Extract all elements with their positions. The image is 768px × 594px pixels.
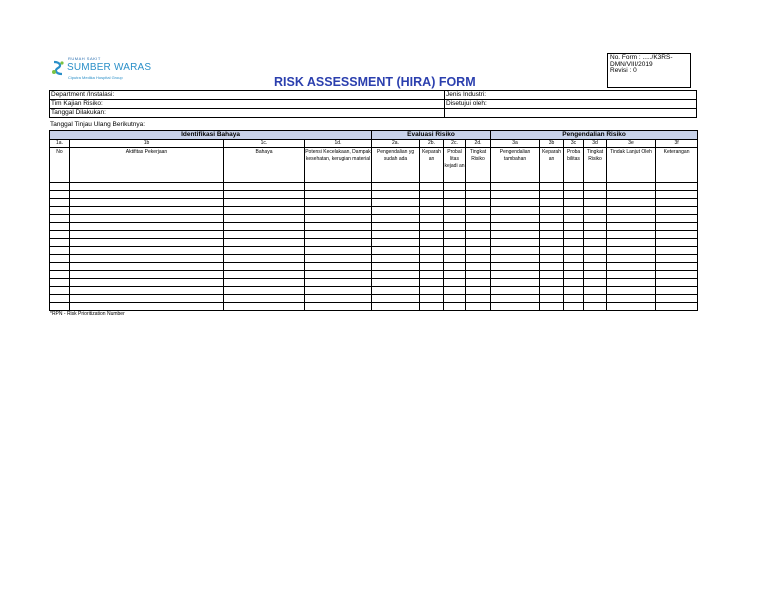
table-cell[interactable] <box>584 263 607 271</box>
table-cell[interactable] <box>420 207 444 215</box>
table-row <box>50 295 698 303</box>
table-cell[interactable] <box>584 295 607 303</box>
table-cell[interactable] <box>607 231 656 239</box>
table-cell[interactable] <box>540 223 564 231</box>
table-row <box>50 199 698 207</box>
table-cell[interactable] <box>466 279 491 287</box>
table-cell[interactable] <box>372 239 420 247</box>
table-cell[interactable] <box>444 239 466 247</box>
table-cell[interactable] <box>540 199 564 207</box>
table-cell[interactable] <box>584 215 607 223</box>
table-cell[interactable] <box>466 231 491 239</box>
table-cell[interactable] <box>564 279 584 287</box>
table-cell[interactable] <box>420 279 444 287</box>
table-cell[interactable] <box>491 207 540 215</box>
table-cell[interactable] <box>305 295 372 303</box>
column-code: 2d. <box>466 140 491 148</box>
hira-table <box>49 130 698 311</box>
column-header-no: No <box>50 148 70 183</box>
table-cell[interactable] <box>607 271 656 279</box>
table-cell[interactable] <box>444 199 466 207</box>
table-cell[interactable] <box>372 287 420 295</box>
table-cell[interactable] <box>372 191 420 199</box>
section-pengendalian-risiko: Pengendalian Risiko <box>491 131 698 140</box>
table-cell[interactable] <box>70 239 224 247</box>
table-cell[interactable] <box>224 295 305 303</box>
table-cell[interactable] <box>420 239 444 247</box>
table-cell[interactable] <box>656 279 698 287</box>
table-cell[interactable] <box>491 247 540 255</box>
table-cell[interactable] <box>50 207 70 215</box>
department-field[interactable]: Department /Instalasi: <box>50 91 445 100</box>
table-cell[interactable] <box>584 223 607 231</box>
logo-name: SUMBER WARAS <box>67 62 152 73</box>
table-cell[interactable] <box>607 303 656 311</box>
column-code: 1d. <box>305 140 372 148</box>
column-code: 3d <box>584 140 607 148</box>
table-cell[interactable] <box>50 279 70 287</box>
table-cell[interactable] <box>607 199 656 207</box>
table-cell[interactable] <box>656 239 698 247</box>
logo-small-text: RUMAH SAKIT <box>68 56 101 61</box>
table-cell[interactable] <box>224 287 305 295</box>
table-cell[interactable] <box>584 239 607 247</box>
table-cell[interactable] <box>607 263 656 271</box>
table-cell[interactable] <box>444 263 466 271</box>
table-cell[interactable] <box>491 303 540 311</box>
table-cell[interactable] <box>466 207 491 215</box>
table-cell[interactable] <box>607 295 656 303</box>
table-cell[interactable] <box>491 183 540 191</box>
table-cell[interactable] <box>420 231 444 239</box>
table-cell[interactable] <box>584 287 607 295</box>
column-header-bahaya: Bahaya <box>224 148 305 183</box>
table-cell[interactable] <box>564 215 584 223</box>
column-code: 3c <box>564 140 584 148</box>
jenis-industri-field[interactable]: Jenis Industri: <box>445 91 697 100</box>
table-cell[interactable] <box>444 207 466 215</box>
table-cell[interactable] <box>466 183 491 191</box>
column-code: 2c. <box>444 140 466 148</box>
table-cell[interactable] <box>656 255 698 263</box>
table-cell[interactable] <box>372 279 420 287</box>
table-cell[interactable] <box>540 279 564 287</box>
table-cell[interactable] <box>224 247 305 255</box>
table-cell[interactable] <box>466 199 491 207</box>
table-cell[interactable] <box>224 263 305 271</box>
table-cell[interactable] <box>70 303 224 311</box>
table-cell[interactable] <box>305 239 372 247</box>
table-cell[interactable] <box>305 287 372 295</box>
hospital-logo <box>50 54 152 84</box>
table-row <box>50 207 698 215</box>
table-cell[interactable] <box>656 223 698 231</box>
table-cell[interactable] <box>540 295 564 303</box>
table-cell[interactable] <box>224 191 305 199</box>
table-cell[interactable] <box>70 287 224 295</box>
table-cell[interactable] <box>607 279 656 287</box>
table-cell[interactable] <box>50 231 70 239</box>
table-cell[interactable] <box>466 303 491 311</box>
column-header-probalitas: Probal litas kejadi an <box>444 148 466 183</box>
table-cell[interactable] <box>607 207 656 215</box>
table-cell[interactable] <box>540 247 564 255</box>
table-cell[interactable] <box>466 239 491 247</box>
table-cell[interactable] <box>372 255 420 263</box>
table-cell[interactable] <box>305 231 372 239</box>
table-cell[interactable] <box>70 215 224 223</box>
table-cell[interactable] <box>656 263 698 271</box>
table-cell[interactable] <box>420 215 444 223</box>
table-cell[interactable] <box>466 191 491 199</box>
tim-kajian-field[interactable]: Tim Kajian Risiko: <box>50 100 445 109</box>
table-cell[interactable] <box>607 191 656 199</box>
table-cell[interactable] <box>564 207 584 215</box>
table-cell[interactable] <box>564 231 584 239</box>
table-cell[interactable] <box>305 223 372 231</box>
table-cell[interactable] <box>70 255 224 263</box>
table-cell[interactable] <box>584 303 607 311</box>
table-cell[interactable] <box>70 199 224 207</box>
table-cell[interactable] <box>420 223 444 231</box>
table-cell[interactable] <box>305 199 372 207</box>
table-cell[interactable] <box>656 191 698 199</box>
table-cell[interactable] <box>444 303 466 311</box>
table-cell[interactable] <box>372 223 420 231</box>
section-identifikasi-bahaya: Identifikasi Bahaya <box>50 131 372 140</box>
table-cell[interactable] <box>70 223 224 231</box>
column-header-tingkat-risiko-2: Tingkat Risiko <box>584 148 607 183</box>
table-cell[interactable] <box>70 231 224 239</box>
table-cell[interactable] <box>656 271 698 279</box>
table-cell[interactable] <box>444 223 466 231</box>
table-row <box>50 247 698 255</box>
column-code: 1b <box>70 140 224 148</box>
column-code: 1c. <box>224 140 305 148</box>
table-cell[interactable] <box>224 279 305 287</box>
table-cell[interactable] <box>491 239 540 247</box>
table-cell[interactable] <box>224 231 305 239</box>
column-code: 2b. <box>420 140 444 148</box>
table-cell[interactable] <box>564 223 584 231</box>
table-cell[interactable] <box>305 271 372 279</box>
table-cell[interactable] <box>584 271 607 279</box>
table-cell[interactable] <box>466 255 491 263</box>
table-cell[interactable] <box>444 271 466 279</box>
table-cell[interactable] <box>444 215 466 223</box>
table-cell[interactable] <box>420 191 444 199</box>
table-cell[interactable] <box>491 255 540 263</box>
column-code: 3a <box>491 140 540 148</box>
table-cell[interactable] <box>540 263 564 271</box>
form-revision: Revisi : 0 <box>610 67 637 74</box>
table-cell[interactable] <box>372 183 420 191</box>
table-cell[interactable] <box>305 263 372 271</box>
table-cell[interactable] <box>656 247 698 255</box>
table-cell[interactable] <box>656 215 698 223</box>
table-cell[interactable] <box>224 271 305 279</box>
table-cell[interactable] <box>584 191 607 199</box>
table-cell[interactable] <box>656 303 698 311</box>
form-number-line2: DMN/VIII/2019 <box>610 60 653 68</box>
form-number-line1: No. Form : ...../K3RS- <box>610 54 673 61</box>
table-cell[interactable] <box>491 295 540 303</box>
table-cell[interactable] <box>540 287 564 295</box>
table-cell[interactable] <box>444 191 466 199</box>
table-cell[interactable] <box>50 247 70 255</box>
table-cell[interactable] <box>564 287 584 295</box>
table-row <box>50 271 698 279</box>
table-cell[interactable] <box>584 199 607 207</box>
table-cell[interactable] <box>70 295 224 303</box>
table-cell[interactable] <box>50 199 70 207</box>
table-row <box>50 215 698 223</box>
table-cell[interactable] <box>656 183 698 191</box>
table-cell[interactable] <box>466 287 491 295</box>
table-cell[interactable] <box>466 295 491 303</box>
table-cell[interactable] <box>50 263 70 271</box>
table-cell[interactable] <box>305 191 372 199</box>
table-cell[interactable] <box>70 191 224 199</box>
table-cell[interactable] <box>372 295 420 303</box>
table-cell[interactable] <box>491 287 540 295</box>
footnote: *RPN - Risk Prioritization Number <box>50 311 125 317</box>
table-cell[interactable] <box>540 271 564 279</box>
table-cell[interactable] <box>491 215 540 223</box>
table-cell[interactable] <box>224 303 305 311</box>
table-cell[interactable] <box>50 295 70 303</box>
table-cell[interactable] <box>607 223 656 231</box>
table-cell[interactable] <box>50 287 70 295</box>
table-cell[interactable] <box>372 199 420 207</box>
table-cell[interactable] <box>444 287 466 295</box>
table-cell[interactable] <box>420 199 444 207</box>
page-title: RISK ASSESSMENT (HIRA) FORM <box>274 75 476 89</box>
column-code: 3b <box>540 140 564 148</box>
table-cell[interactable] <box>305 303 372 311</box>
header-fields-table <box>49 90 697 118</box>
table-cell[interactable] <box>540 207 564 215</box>
table-cell[interactable] <box>372 271 420 279</box>
table-cell[interactable] <box>50 239 70 247</box>
table-cell[interactable] <box>564 271 584 279</box>
column-code: 1a. <box>50 140 70 148</box>
table-cell[interactable] <box>564 255 584 263</box>
table-cell[interactable] <box>444 295 466 303</box>
table-row <box>50 263 698 271</box>
table-cell[interactable] <box>491 199 540 207</box>
table-cell[interactable] <box>224 239 305 247</box>
table-cell[interactable] <box>372 215 420 223</box>
column-code: 3e <box>607 140 656 148</box>
table-row <box>50 287 698 295</box>
table-cell[interactable] <box>420 303 444 311</box>
table-cell[interactable] <box>466 223 491 231</box>
table-cell[interactable] <box>540 231 564 239</box>
table-cell[interactable] <box>372 207 420 215</box>
table-row <box>50 303 698 311</box>
table-cell[interactable] <box>224 215 305 223</box>
table-cell[interactable] <box>564 247 584 255</box>
table-cell[interactable] <box>372 247 420 255</box>
column-header-potensi: Potensi Kecelakaan, Dampak kesehatan, kerugian material <box>305 148 372 183</box>
table-cell[interactable] <box>491 191 540 199</box>
column-header-tingkat-risiko: Tingkat Risiko <box>466 148 491 183</box>
table-cell[interactable] <box>607 239 656 247</box>
table-cell[interactable] <box>444 255 466 263</box>
table-cell[interactable] <box>444 247 466 255</box>
table-row <box>50 223 698 231</box>
column-header-keterangan: Keterangan <box>656 148 698 183</box>
table-cell[interactable] <box>584 255 607 263</box>
table-cell[interactable] <box>607 287 656 295</box>
table-cell[interactable] <box>50 223 70 231</box>
table-cell[interactable] <box>564 295 584 303</box>
column-code-row <box>50 140 698 148</box>
table-cell[interactable] <box>564 183 584 191</box>
table-cell[interactable] <box>305 247 372 255</box>
table-cell[interactable] <box>420 247 444 255</box>
table-cell[interactable] <box>491 271 540 279</box>
table-cell[interactable] <box>540 215 564 223</box>
table-cell[interactable] <box>540 239 564 247</box>
table-cell[interactable] <box>584 183 607 191</box>
table-cell[interactable] <box>564 303 584 311</box>
table-cell[interactable] <box>540 303 564 311</box>
table-cell[interactable] <box>224 255 305 263</box>
table-cell[interactable] <box>584 231 607 239</box>
table-cell[interactable] <box>444 183 466 191</box>
table-cell[interactable] <box>50 303 70 311</box>
table-cell[interactable] <box>70 247 224 255</box>
table-cell[interactable] <box>607 215 656 223</box>
column-header-keparahan: Keparah an <box>420 148 444 183</box>
table-cell[interactable] <box>607 255 656 263</box>
table-cell[interactable] <box>491 231 540 239</box>
column-header-tindak-lanjut: Tindak Lanjut Oleh <box>607 148 656 183</box>
table-cell[interactable] <box>224 207 305 215</box>
header-blank-cell <box>445 109 697 118</box>
table-cell[interactable] <box>444 279 466 287</box>
column-header-pengendalian-ada: Pengendalian yg sudah ada <box>372 148 420 183</box>
table-cell[interactable] <box>224 223 305 231</box>
table-cell[interactable] <box>70 207 224 215</box>
table-cell[interactable] <box>466 215 491 223</box>
table-cell[interactable] <box>564 263 584 271</box>
table-cell[interactable] <box>50 255 70 263</box>
tanggal-tinjau-field[interactable]: Tanggal Tinjau Ulang Berikutnya: <box>50 121 146 128</box>
table-cell[interactable] <box>564 191 584 199</box>
table-cell[interactable] <box>656 207 698 215</box>
column-header-aktifitas: Aktifitas Pekerjaan <box>70 148 224 183</box>
table-cell[interactable] <box>656 287 698 295</box>
table-row <box>50 279 698 287</box>
table-cell[interactable] <box>420 183 444 191</box>
table-cell[interactable] <box>372 263 420 271</box>
table-cell[interactable] <box>50 271 70 279</box>
table-cell[interactable] <box>372 231 420 239</box>
section-evaluasi-risiko: Evaluasi Risiko <box>372 131 491 140</box>
table-cell[interactable] <box>420 263 444 271</box>
column-header-row <box>50 148 698 183</box>
table-cell[interactable] <box>466 263 491 271</box>
table-cell[interactable] <box>372 303 420 311</box>
table-row <box>50 239 698 247</box>
table-cell[interactable] <box>656 295 698 303</box>
table-cell[interactable] <box>50 191 70 199</box>
table-cell[interactable] <box>584 247 607 255</box>
table-cell[interactable] <box>466 247 491 255</box>
table-row <box>50 231 698 239</box>
column-code: 2a. <box>372 140 420 148</box>
table-cell[interactable] <box>491 279 540 287</box>
table-cell[interactable] <box>305 207 372 215</box>
table-cell[interactable] <box>584 279 607 287</box>
table-cell[interactable] <box>607 183 656 191</box>
column-header-probabilitas-2: Proba bilitas <box>564 148 584 183</box>
table-cell[interactable] <box>305 183 372 191</box>
table-cell[interactable] <box>656 199 698 207</box>
table-cell[interactable] <box>70 279 224 287</box>
table-cell[interactable] <box>656 231 698 239</box>
disetujui-field[interactable]: Disetujui oleh: <box>445 100 697 109</box>
table-row <box>50 255 698 263</box>
table-cell[interactable] <box>70 183 224 191</box>
table-row <box>50 183 698 191</box>
table-cell[interactable] <box>540 191 564 199</box>
table-cell[interactable] <box>540 183 564 191</box>
table-cell[interactable] <box>420 255 444 263</box>
table-cell[interactable] <box>70 271 224 279</box>
table-cell[interactable] <box>420 287 444 295</box>
table-cell[interactable] <box>50 215 70 223</box>
table-cell[interactable] <box>491 223 540 231</box>
table-cell[interactable] <box>444 231 466 239</box>
table-cell[interactable] <box>607 247 656 255</box>
table-cell[interactable] <box>224 199 305 207</box>
column-code: 3f <box>656 140 698 148</box>
column-header-pengendalian-tambahan: Pengendalian tambahan <box>491 148 540 183</box>
table-cell[interactable] <box>50 183 70 191</box>
table-cell[interactable] <box>420 295 444 303</box>
table-row <box>50 191 698 199</box>
table-cell[interactable] <box>540 255 564 263</box>
table-cell[interactable] <box>466 271 491 279</box>
table-cell[interactable] <box>305 279 372 287</box>
tanggal-dilakukan-field[interactable]: Tanggal Dilakukan: <box>50 109 445 118</box>
table-cell[interactable] <box>224 183 305 191</box>
table-cell[interactable] <box>420 271 444 279</box>
logo-mark-icon <box>50 60 66 76</box>
logo-sub-text: Ciputra Medika Hospital Group <box>68 75 123 80</box>
table-cell[interactable] <box>584 207 607 215</box>
table-cell[interactable] <box>305 215 372 223</box>
table-cell[interactable] <box>564 199 584 207</box>
table-cell[interactable] <box>564 239 584 247</box>
table-cell[interactable] <box>491 263 540 271</box>
form-number-box <box>607 53 691 88</box>
column-header-keparahan-2: Keparah an <box>540 148 564 183</box>
table-cell[interactable] <box>305 255 372 263</box>
table-cell[interactable] <box>70 263 224 271</box>
